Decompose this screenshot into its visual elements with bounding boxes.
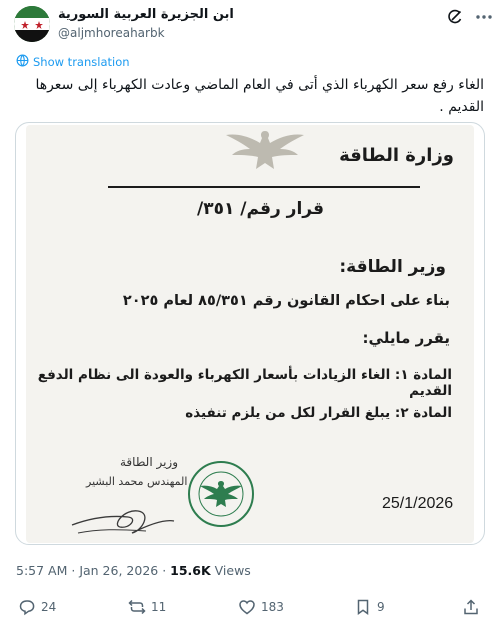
author-names[interactable] bbox=[58, 7, 234, 41]
views-label: Views bbox=[210, 563, 251, 578]
tweet-image[interactable] bbox=[15, 122, 485, 545]
share-icon bbox=[462, 598, 480, 616]
doc-article-2: المادة ٢: يبلغ القرار لكل من يلزم تنفيذه bbox=[185, 405, 452, 421]
display-name[interactable]: ابن الجزيرة العربية السورية bbox=[58, 7, 234, 22]
like-count: 183 bbox=[261, 600, 284, 614]
handle[interactable]: @aljmhoreaharbk bbox=[58, 26, 165, 40]
bookmark-button[interactable] bbox=[354, 598, 385, 616]
repost-count: 11 bbox=[151, 600, 167, 614]
eagle-emblem-icon bbox=[220, 125, 310, 173]
like-button[interactable] bbox=[238, 598, 284, 616]
doc-date: 25/1/2026 bbox=[382, 495, 454, 512]
doc-minister-heading: وزير الطاقة: bbox=[339, 257, 446, 277]
doc-ministry-title: وزارة الطاقة bbox=[339, 145, 454, 166]
doc-decides: يقرر مايلي: bbox=[362, 329, 450, 347]
reply-button[interactable] bbox=[18, 598, 56, 616]
doc-signatory-title: وزير الطاقة bbox=[120, 455, 179, 469]
document-paper bbox=[26, 125, 474, 543]
doc-signatory-name: المهندس محمد البشير bbox=[86, 475, 188, 488]
tweet-date[interactable]: Jan 26, 2026 bbox=[79, 563, 159, 578]
share-button[interactable] bbox=[462, 598, 480, 616]
tweet-time[interactable]: 5:57 AM bbox=[16, 563, 68, 578]
reply-count: 24 bbox=[41, 600, 57, 614]
views-count: 15.6K bbox=[170, 563, 211, 578]
action-bar bbox=[16, 598, 482, 622]
reply-icon bbox=[18, 598, 36, 616]
bookmark-count: 9 bbox=[377, 600, 385, 614]
tweet-text: الغاء رفع سعر الكهرباء الذي أتى في العام الماضي وعادت الكهرباء إلى سعرها القديم . bbox=[35, 77, 484, 115]
like-icon bbox=[238, 598, 256, 616]
doc-decision-number: قرار رقم/ ٣٥١/ bbox=[197, 199, 324, 219]
translate-icon bbox=[16, 54, 29, 70]
bookmark-icon bbox=[354, 598, 372, 616]
tweet-meta bbox=[16, 563, 251, 578]
official-stamp-icon bbox=[186, 459, 256, 529]
grok-icon[interactable] bbox=[446, 8, 464, 26]
show-translation-link[interactable] bbox=[16, 54, 130, 70]
doc-basis: بناء على احكام القانون رقم ٨٥/٣٥١ لعام ٢٠٢٥ bbox=[122, 293, 450, 309]
show-translation-label[interactable]: Show translation bbox=[33, 55, 130, 69]
doc-divider bbox=[108, 186, 420, 188]
avatar[interactable] bbox=[14, 6, 50, 42]
repost-icon bbox=[128, 598, 146, 616]
meta-separator: · bbox=[158, 563, 171, 578]
repost-button[interactable] bbox=[128, 598, 166, 616]
meta-separator: · bbox=[67, 563, 80, 578]
more-icon[interactable] bbox=[474, 8, 494, 26]
signature-icon bbox=[68, 495, 178, 541]
doc-article-1: المادة ١: الغاء الزيادات بأسعار الكهرباء والعودة الى نظام الدفع القديم bbox=[37, 367, 452, 399]
tweet-header bbox=[14, 6, 484, 42]
